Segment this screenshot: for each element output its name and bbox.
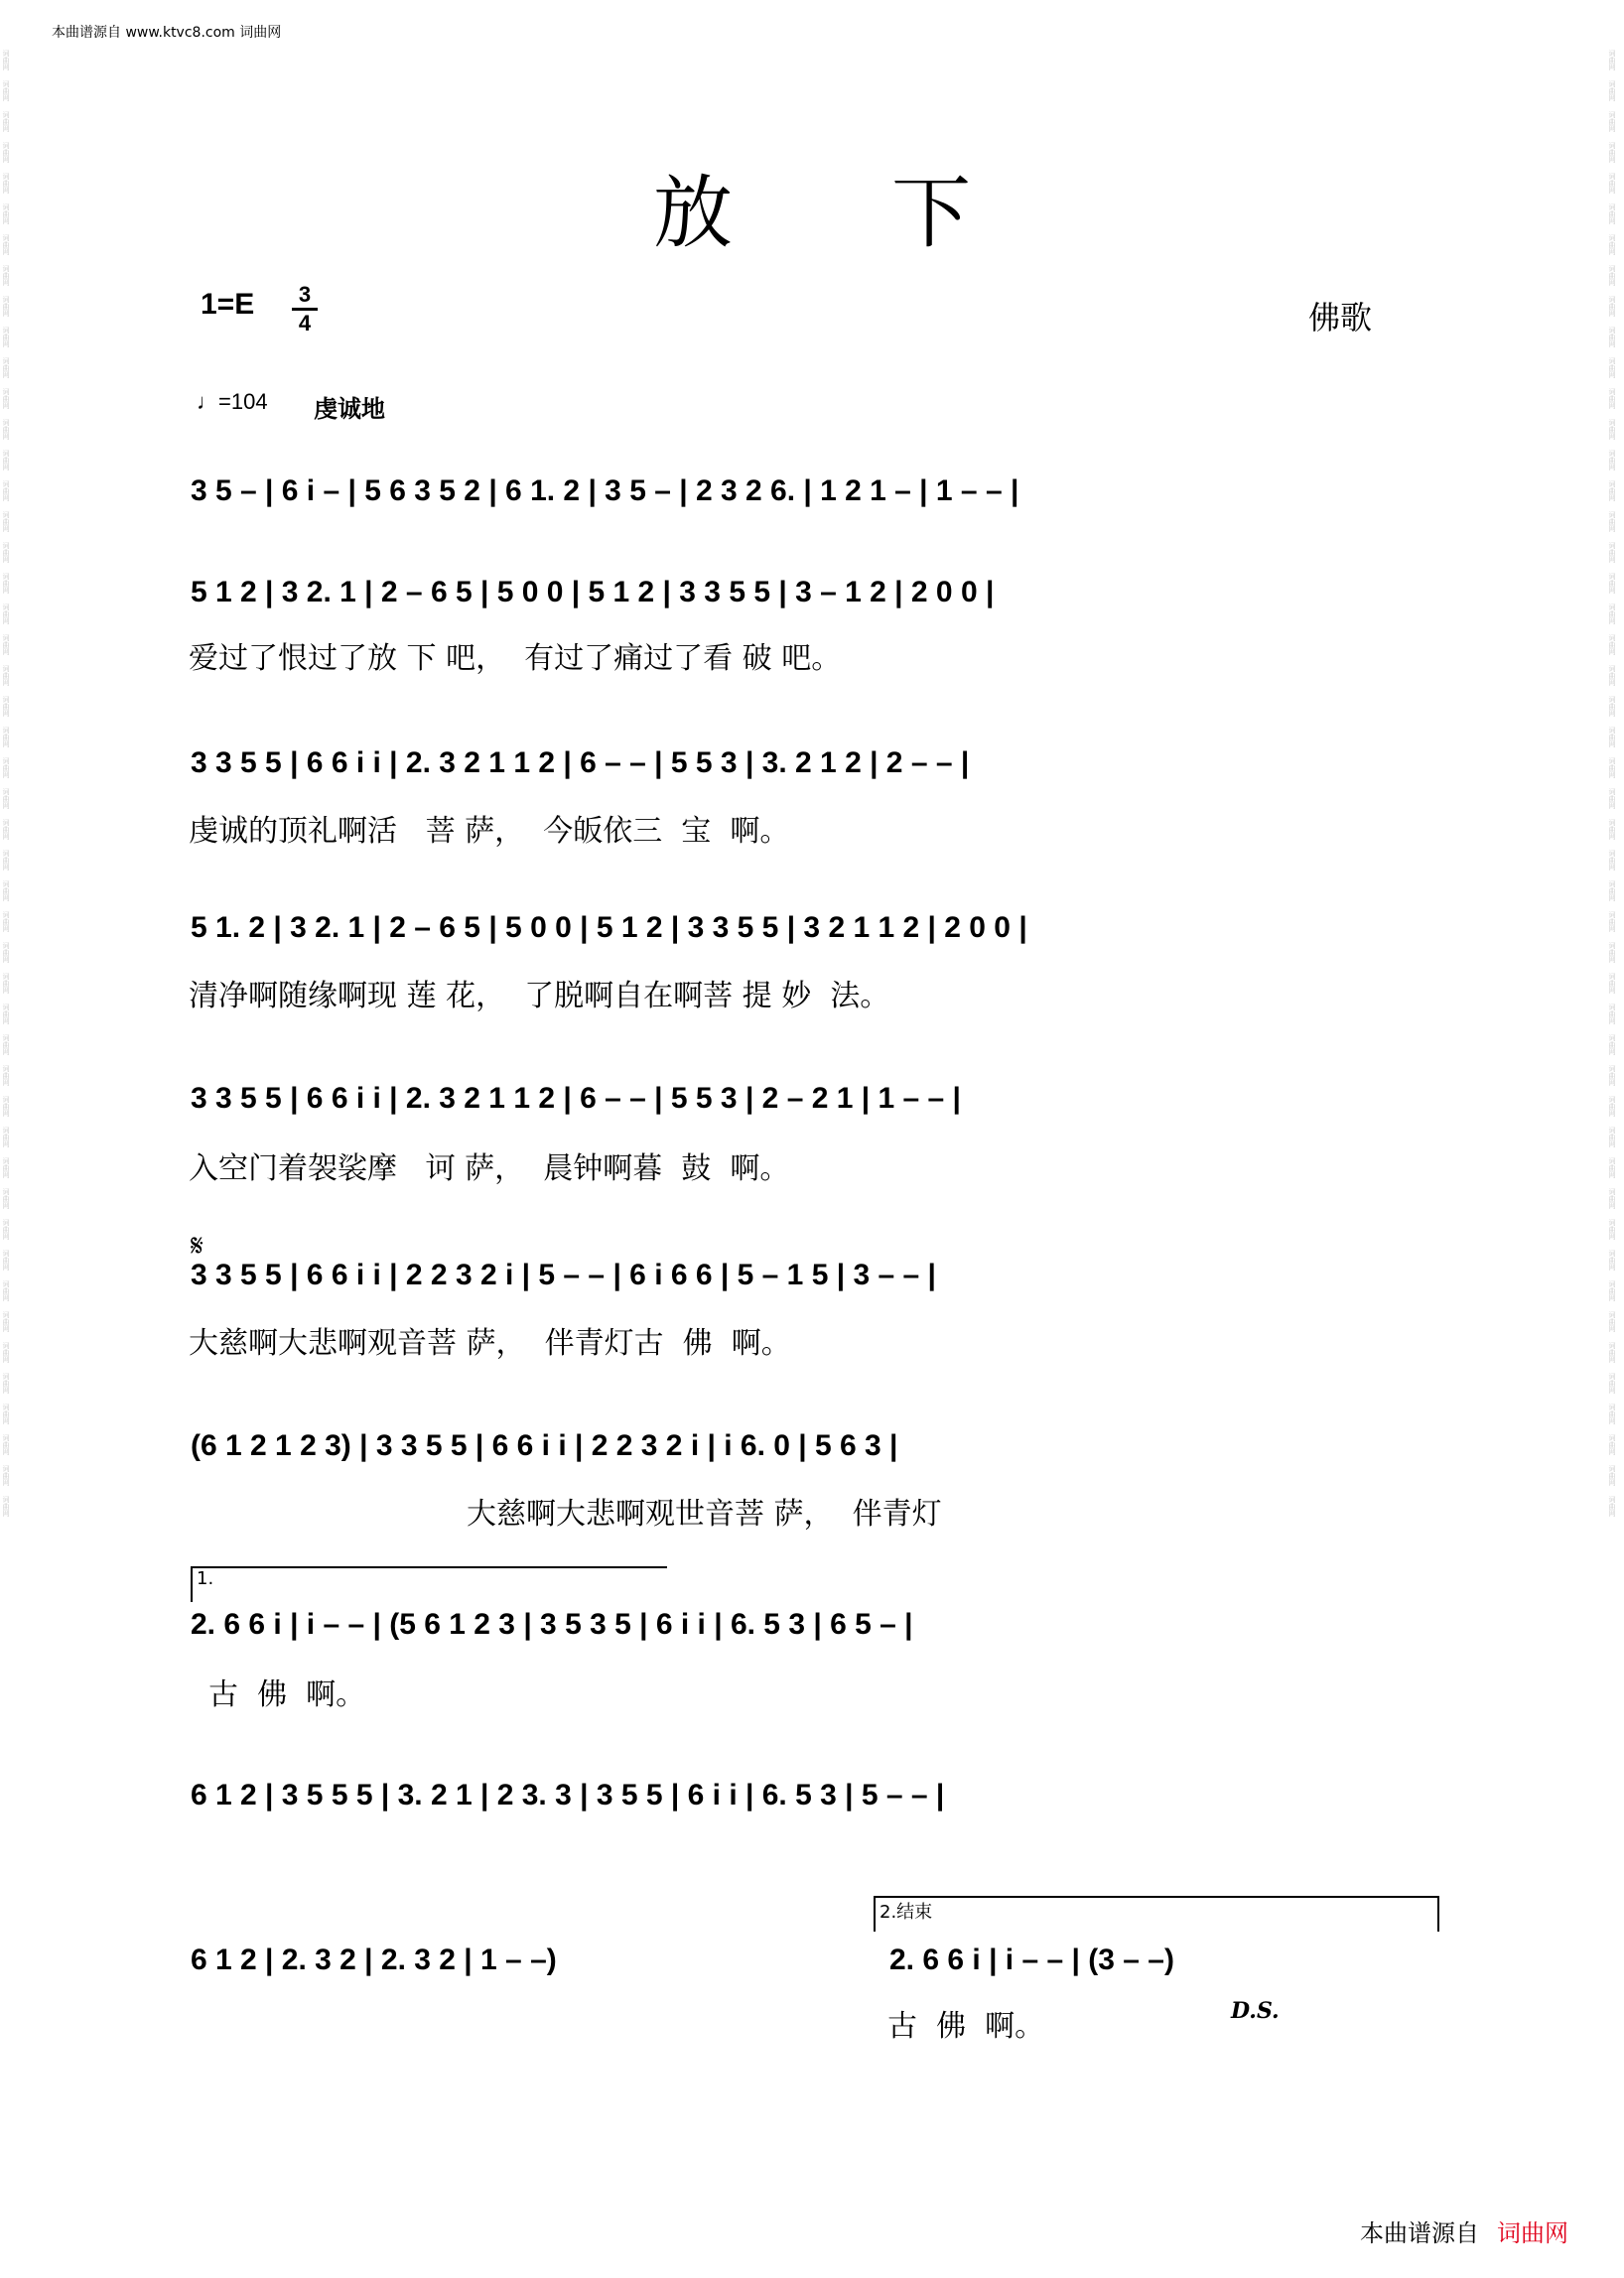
volta-2-label: 2.结束 (880, 1902, 933, 1923)
watermark-glyph: 词曲网 (1608, 1465, 1616, 1486)
watermark-glyph: 词曲网 (2, 111, 10, 132)
watermark-glyph: 词曲网 (2, 357, 10, 378)
watermark-glyph: 词曲网 (1608, 1034, 1616, 1055)
watermark-glyph: 词曲网 (2, 634, 10, 655)
segno-sign: 𝄋 (191, 1229, 203, 1264)
watermark-glyph: 词曲网 (2, 757, 10, 778)
watermark-glyph: 词曲网 (1608, 727, 1616, 747)
notation-line-3: 3 3 5 5 | 6 6 i i | 2. 3 2 1 1 2 | 6 – – | 5 5 3 | 3. 2 1 2 | 2 – – | (191, 746, 970, 779)
watermark-glyph: 词曲网 (2, 911, 10, 932)
watermark-glyph: 词曲网 (2, 234, 10, 255)
watermark-glyph: 词曲网 (1608, 296, 1616, 317)
watermark-glyph: 词曲网 (1608, 542, 1616, 563)
volta-bracket-2 (874, 1896, 1439, 1932)
watermark-glyph: 词曲网 (1608, 50, 1616, 70)
watermark-glyph: 词曲网 (1608, 1219, 1616, 1240)
watermark-glyph: 词曲网 (1608, 665, 1616, 686)
watermark-glyph: 词曲网 (1608, 1342, 1616, 1363)
key-signature: 1=E (201, 288, 255, 321)
watermark-glyph: 词曲网 (1608, 973, 1616, 994)
watermark-glyph: 词曲网 (2, 1065, 10, 1086)
watermark-glyph: 词曲网 (1608, 234, 1616, 255)
watermark-glyph: 词曲网 (1608, 142, 1616, 163)
watermark-glyph: 词曲网 (2, 388, 10, 409)
watermark-glyph: 词曲网 (1608, 203, 1616, 224)
watermark-strip-right (1608, 50, 1622, 2253)
notation-line-10-ending: 2. 6 6 i | i – – | (3 – –) (889, 1943, 1174, 1976)
watermark-glyph: 词曲网 (2, 511, 10, 532)
watermark-glyph: 词曲网 (2, 1373, 10, 1394)
lyrics-line-8: 古 佛 啊。 (208, 1677, 366, 1712)
time-signature-bottom: 4 (298, 311, 312, 335)
watermark-glyph: 词曲网 (1608, 1434, 1616, 1455)
watermark-glyph: 词曲网 (1608, 603, 1616, 624)
watermark-glyph: 词曲网 (2, 788, 10, 809)
watermark-glyph: 词曲网 (2, 265, 10, 286)
time-signature-top: 3 (298, 282, 312, 307)
watermark-glyph: 词曲网 (2, 296, 10, 317)
watermark-glyph: 词曲网 (1608, 880, 1616, 901)
watermark-glyph: 词曲网 (2, 327, 10, 347)
watermark-glyph: 词曲网 (1608, 819, 1616, 840)
song-title: 放下 (653, 167, 1130, 259)
watermark-glyph: 词曲网 (2, 450, 10, 470)
volta-1-label: 1. (197, 1568, 214, 1589)
source-header: 本曲谱源自 www.ktvc8.com 词曲网 (52, 25, 282, 41)
watermark-glyph: 词曲网 (2, 419, 10, 440)
watermark-glyph: 词曲网 (1608, 327, 1616, 347)
watermark-glyph: 词曲网 (1608, 1096, 1616, 1117)
watermark-glyph: 词曲网 (2, 1004, 10, 1024)
watermark-glyph: 词曲网 (2, 203, 10, 224)
watermark-glyph: 词曲网 (2, 1157, 10, 1178)
notation-line-5: 3 3 5 5 | 6 6 i i | 2. 3 2 1 1 2 | 6 – – | 5 5 3 | 2 – 2 1 | 1 – – | (191, 1082, 961, 1115)
volta-bracket-1 (191, 1566, 667, 1602)
watermark-glyph: 词曲网 (2, 1034, 10, 1055)
footer-source-label: 本曲谱源自 (1360, 2219, 1479, 2247)
watermark-glyph: 词曲网 (1608, 1157, 1616, 1178)
watermark-glyph: 词曲网 (1608, 696, 1616, 717)
watermark-glyph: 词曲网 (1608, 111, 1616, 132)
watermark-glyph: 词曲网 (2, 665, 10, 686)
tempo-marking: ♩=104 (197, 389, 268, 414)
watermark-glyph: 词曲网 (1608, 265, 1616, 286)
lyrics-line-3: 虔诚的顶礼啊活 菩 萨， 今皈依三 宝 啊。 (189, 814, 790, 849)
watermark-glyph: 词曲网 (2, 1465, 10, 1486)
footer-site-link[interactable]: 词曲网 (1497, 2219, 1568, 2247)
time-signature (292, 283, 318, 335)
watermark-glyph: 词曲网 (2, 142, 10, 163)
watermark-glyph: 词曲网 (2, 1496, 10, 1517)
notation-line-7: (6 1 2 1 2 3) | 3 3 5 5 | 6 6 i i | 2 2 3 2 i | i 6. 0 | 5 6 3 | (191, 1429, 898, 1462)
watermark-glyph: 词曲网 (1608, 1496, 1616, 1517)
watermark-glyph: 词曲网 (2, 1096, 10, 1117)
watermark-glyph: 词曲网 (2, 603, 10, 624)
watermark-glyph: 词曲网 (2, 819, 10, 840)
watermark-glyph: 词曲网 (2, 1219, 10, 1240)
notation-line-4: 5 1. 2 | 3 2. 1 | 2 – 6 5 | 5 0 0 | 5 1 2 | 3 3 5 5 | 3 2 1 1 2 | 2 0 0 | (191, 911, 1027, 944)
watermark-glyph: 词曲网 (1608, 511, 1616, 532)
watermark-glyph: 词曲网 (2, 1250, 10, 1271)
watermark-glyph: 词曲网 (2, 1188, 10, 1209)
lyrics-line-5: 入空门着袈裟摩 诃 萨， 晨钟啊暮 鼓 啊。 (189, 1151, 790, 1186)
watermark-glyph: 词曲网 (1608, 942, 1616, 963)
watermark-glyph: 词曲网 (1608, 788, 1616, 809)
watermark-glyph: 词曲网 (2, 1342, 10, 1363)
notation-line-8: 2. 6 6 i | i – – | (5 6 1 2 3 | 3 5 3 5 | 6 i i | 6. 5 3 | 6 5 – | (191, 1608, 913, 1641)
notation-line-1: 3 5 – | 6 i – | 5 6 3 5 2 | 6 1. 2 | 3 5 – | 2 3 2 6. | 1 2 1 – | 1 – – | (191, 474, 1019, 507)
watermark-glyph: 词曲网 (2, 696, 10, 717)
watermark-glyph: 词曲网 (1608, 1065, 1616, 1086)
watermark-glyph: 词曲网 (1608, 419, 1616, 440)
watermark-glyph: 词曲网 (2, 480, 10, 501)
watermark-glyph: 词曲网 (1608, 1373, 1616, 1394)
watermark-glyph: 词曲网 (1608, 573, 1616, 594)
lyrics-line-4: 清净啊随缘啊现 莲 花， 了脱啊自在啊菩 提 妙 法。 (189, 979, 890, 1013)
watermark-glyph: 词曲网 (2, 80, 10, 101)
watermark-glyph: 词曲网 (2, 173, 10, 194)
watermark-glyph: 词曲网 (1608, 480, 1616, 501)
notation-line-10-repeat: 6 1 2 | 2. 3 2 | 2. 3 2 | 1 – –) (191, 1943, 557, 1976)
watermark-glyph: 词曲网 (2, 973, 10, 994)
lyrics-line-7: 大慈啊大悲啊观世音菩 萨， 伴青灯 (467, 1497, 942, 1532)
dal-segno-mark: D.S. (1231, 1998, 1280, 2024)
watermark-glyph: 词曲网 (2, 1311, 10, 1332)
notation-line-2: 5 1 2 | 3 2. 1 | 2 – 6 5 | 5 0 0 | 5 1 2 | 3 3 5 5 | 3 – 1 2 | 2 0 0 | (191, 576, 995, 608)
watermark-glyph: 词曲网 (2, 850, 10, 871)
notation-line-6: 3 3 5 5 | 6 6 i i | 2 2 3 2 i | 5 – – | 6 i 6 6 | 5 – 1 5 | 3 – – | (191, 1259, 936, 1291)
watermark-glyph: 词曲网 (2, 1434, 10, 1455)
watermark-glyph: 词曲网 (1608, 357, 1616, 378)
watermark-glyph: 词曲网 (2, 50, 10, 70)
watermark-glyph: 词曲网 (2, 573, 10, 594)
watermark-glyph: 词曲网 (2, 942, 10, 963)
watermark-glyph: 词曲网 (1608, 450, 1616, 470)
song-genre: 佛歌 (1308, 299, 1373, 336)
watermark-glyph: 词曲网 (1608, 1004, 1616, 1024)
lyrics-line-10: 古 佛 啊。 (887, 2009, 1045, 2044)
watermark-glyph: 词曲网 (1608, 173, 1616, 194)
watermark-glyph: 词曲网 (1608, 1311, 1616, 1332)
watermark-glyph: 词曲网 (1608, 634, 1616, 655)
watermark-glyph: 词曲网 (2, 1404, 10, 1424)
watermark-glyph: 词曲网 (1608, 388, 1616, 409)
lyrics-line-2: 爱过了恨过了放 下 吧， 有过了痛过了看 破 吧。 (189, 641, 842, 676)
watermark-glyph: 词曲网 (2, 880, 10, 901)
watermark-glyph: 词曲网 (1608, 1404, 1616, 1424)
watermark-glyph: 词曲网 (2, 727, 10, 747)
watermark-glyph: 词曲网 (1608, 850, 1616, 871)
watermark-glyph: 词曲网 (1608, 1250, 1616, 1271)
watermark-glyph: 词曲网 (1608, 80, 1616, 101)
watermark-glyph: 词曲网 (1608, 757, 1616, 778)
watermark-glyph: 词曲网 (1608, 911, 1616, 932)
watermark-glyph: 词曲网 (2, 1127, 10, 1147)
watermark-glyph: 词曲网 (2, 542, 10, 563)
lyrics-line-6: 大慈啊大悲啊观音菩 萨， 伴青灯古 佛 啊。 (189, 1326, 791, 1361)
expression-marking: 虔诚地 (314, 395, 385, 423)
watermark-glyph: 词曲网 (2, 1280, 10, 1301)
notation-line-9: 6 1 2 | 3 5 5 5 | 3. 2 1 | 2 3. 3 | 3 5 5 | 6 i i | 6. 5 3 | 5 – – | (191, 1779, 945, 1811)
watermark-glyph: 词曲网 (1608, 1127, 1616, 1147)
watermark-glyph: 词曲网 (1608, 1280, 1616, 1301)
watermark-glyph: 词曲网 (1608, 1188, 1616, 1209)
watermark-strip-left (2, 50, 16, 2253)
